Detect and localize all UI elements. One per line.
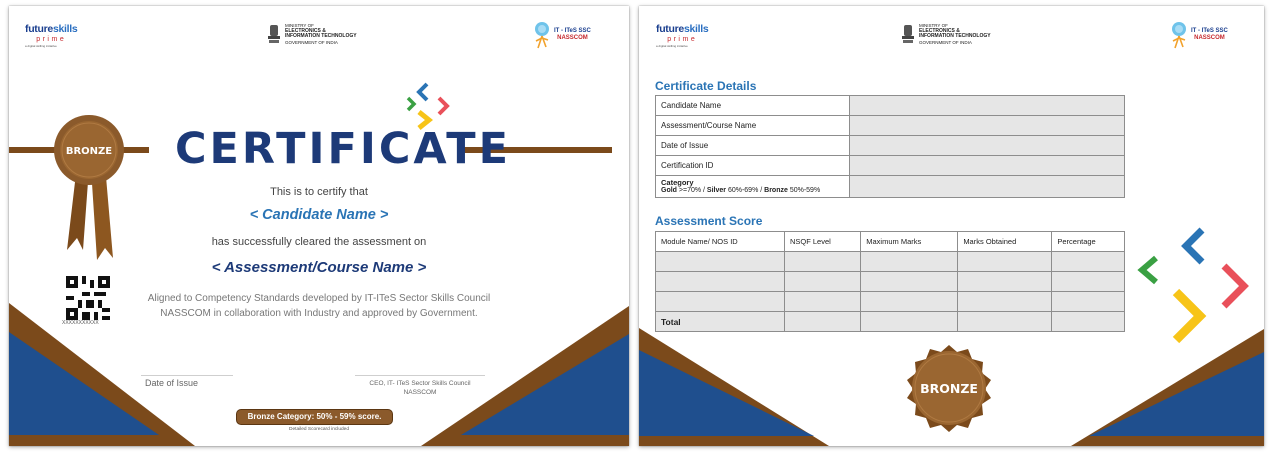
certificate-details-heading: Certificate Details [655, 79, 757, 93]
bronze-category-badge: Bronze Category: 50% - 59% score. [236, 409, 393, 425]
certificate-back-page [639, 6, 1264, 446]
signatory-line-2: NASSCOM [403, 389, 437, 396]
scorecard-note: Detailed Scorecard included [289, 427, 349, 432]
assessment-name-placeholder: < Assessment/Course Name > [211, 259, 427, 276]
bronze-label: Bronze [764, 186, 788, 194]
table-cell [656, 272, 785, 292]
blue-chevron-icon [419, 84, 427, 100]
column-header: Maximum Marks [861, 232, 958, 252]
certificate-front-page [9, 6, 629, 446]
candidate-name-placeholder: < Candidate Name > [249, 207, 389, 223]
back-meity-logo [901, 23, 991, 45]
back-bronze-seal [904, 343, 994, 433]
signatory-label [355, 379, 485, 397]
aligned-line-2: NASSCOM in collaboration with Industry and approved by Government. [160, 308, 478, 319]
green-chevron-icon [408, 98, 414, 110]
table-cell [656, 252, 785, 272]
logo-future-text: future [25, 23, 53, 35]
table-cell [861, 312, 958, 332]
front-seal-label: BRONZE [65, 146, 113, 157]
ssc-globe-icon [533, 20, 551, 50]
back-red-chevron-icon [1224, 266, 1244, 306]
ceo-signature-line [355, 375, 485, 376]
bronze-range: 50%-59% [787, 186, 821, 194]
meity-line-1: MINISTRY OF [285, 23, 314, 28]
logo-prime-text: prime [36, 35, 67, 43]
gold-label: Gold [661, 186, 677, 194]
logo-tagline: a digital skilling initiative [25, 43, 57, 48]
certificate-title: CERTIFICATE [175, 124, 512, 174]
ssc-title: IT - ITeS SSC [554, 28, 591, 34]
certificate-details-table [655, 95, 1125, 198]
detail-value [850, 156, 1125, 176]
category-label: Category [661, 177, 694, 187]
table-cell [958, 252, 1052, 272]
table-header-row [656, 232, 1125, 252]
back-ssc-globe-icon [1170, 20, 1188, 50]
gold-range: >=70% / [676, 186, 707, 194]
table-row [656, 176, 1125, 198]
back-meity-line-3: INFORMATION TECHNOLOGY [919, 33, 991, 40]
table-cell [861, 272, 958, 292]
table-cell [861, 252, 958, 272]
back-futureskills-logo [656, 24, 708, 48]
total-label: Total [656, 312, 785, 332]
table-cell [958, 312, 1052, 332]
qr-id-text: XXXXXXXXXXX [62, 320, 99, 326]
assessment-score-table [655, 231, 1125, 332]
assessment-score-heading: Assessment Score [655, 214, 763, 228]
table-cell [784, 272, 860, 292]
back-ssc-nasscom-logo [1170, 20, 1228, 50]
red-chevron-icon [439, 98, 447, 114]
table-row [656, 96, 1125, 116]
national-emblem-icon [267, 23, 281, 45]
logo-skills-text: skills [52, 23, 78, 35]
back-seal-label: BRONZE [920, 381, 978, 396]
table-row [656, 292, 1125, 312]
silver-range: 60%-69% / [726, 186, 765, 194]
detail-label: Date of Issue [656, 136, 850, 156]
back-ssc-title: IT - ITeS SSC [1191, 28, 1228, 34]
back-logo-tagline: a digital skilling initiative [656, 43, 688, 48]
table-cell [1052, 292, 1125, 312]
table-cell [656, 292, 785, 312]
aligned-line-1: Aligned to Competency Standards developed by IT-ITeS Sector Skills Council [147, 293, 491, 304]
table-row [656, 312, 1125, 332]
back-logo-skills-text: skills [683, 23, 709, 35]
column-header: Percentage [1052, 232, 1125, 252]
table-row [656, 252, 1125, 272]
table-cell [784, 312, 860, 332]
column-header: Module Name/ NOS ID [656, 232, 785, 252]
cleared-line: has successfully cleared the assessment on [211, 236, 427, 248]
back-meity-line-2: ELECTRONICS & [919, 27, 960, 34]
back-blue-chevron-icon [1186, 230, 1202, 262]
back-logo-future-text: future [656, 23, 684, 35]
detail-label: Certification ID [656, 156, 850, 176]
table-cell [1052, 252, 1125, 272]
meity-line-3: INFORMATION TECHNOLOGY [285, 33, 357, 40]
table-row [656, 156, 1125, 176]
category-cell [656, 176, 850, 198]
back-meity-line-1: MINISTRY OF [919, 23, 948, 28]
table-row [656, 272, 1125, 292]
signatory-line-1: CEO, IT- ITeS Sector Skills Council [369, 380, 471, 387]
detail-value [850, 136, 1125, 156]
table-cell [958, 272, 1052, 292]
back-national-emblem-icon [901, 23, 915, 45]
back-chevron-arrows-decoration [1136, 218, 1258, 348]
date-signature-line [141, 375, 233, 376]
silver-label: Silver [706, 186, 726, 194]
ssc-nasscom: NASSCOM [557, 35, 588, 41]
meity-line-2: ELECTRONICS & [285, 27, 326, 34]
detail-label: Candidate Name [656, 96, 850, 116]
aligned-text [9, 291, 629, 321]
futureskills-logo [25, 24, 77, 48]
back-green-chevron-icon [1142, 258, 1156, 282]
detail-label: Assessment/Course Name [656, 116, 850, 136]
table-cell [1052, 312, 1125, 332]
back-meity-line-4: GOVERNMENT OF INDIA [919, 39, 972, 45]
column-header: Marks Obtained [958, 232, 1052, 252]
table-cell [784, 252, 860, 272]
ssc-nasscom-logo [533, 20, 591, 50]
meity-logo [267, 23, 357, 45]
table-row [656, 136, 1125, 156]
meity-line-4: GOVERNMENT OF INDIA [285, 39, 338, 45]
detail-value [850, 116, 1125, 136]
table-cell [1052, 272, 1125, 292]
table-row [656, 116, 1125, 136]
back-yellow-chevron-icon [1176, 292, 1200, 340]
back-ssc-nasscom: NASSCOM [1194, 35, 1225, 41]
detail-value [850, 176, 1125, 198]
certify-line: This is to certify that [270, 186, 368, 198]
column-header: NSQF Level [784, 232, 860, 252]
back-logo-prime-text: prime [667, 35, 698, 43]
table-cell [958, 292, 1052, 312]
detail-value [850, 96, 1125, 116]
table-cell [861, 292, 958, 312]
date-of-issue-label: Date of Issue [145, 378, 199, 388]
table-cell [784, 292, 860, 312]
category-ranges [661, 187, 844, 195]
